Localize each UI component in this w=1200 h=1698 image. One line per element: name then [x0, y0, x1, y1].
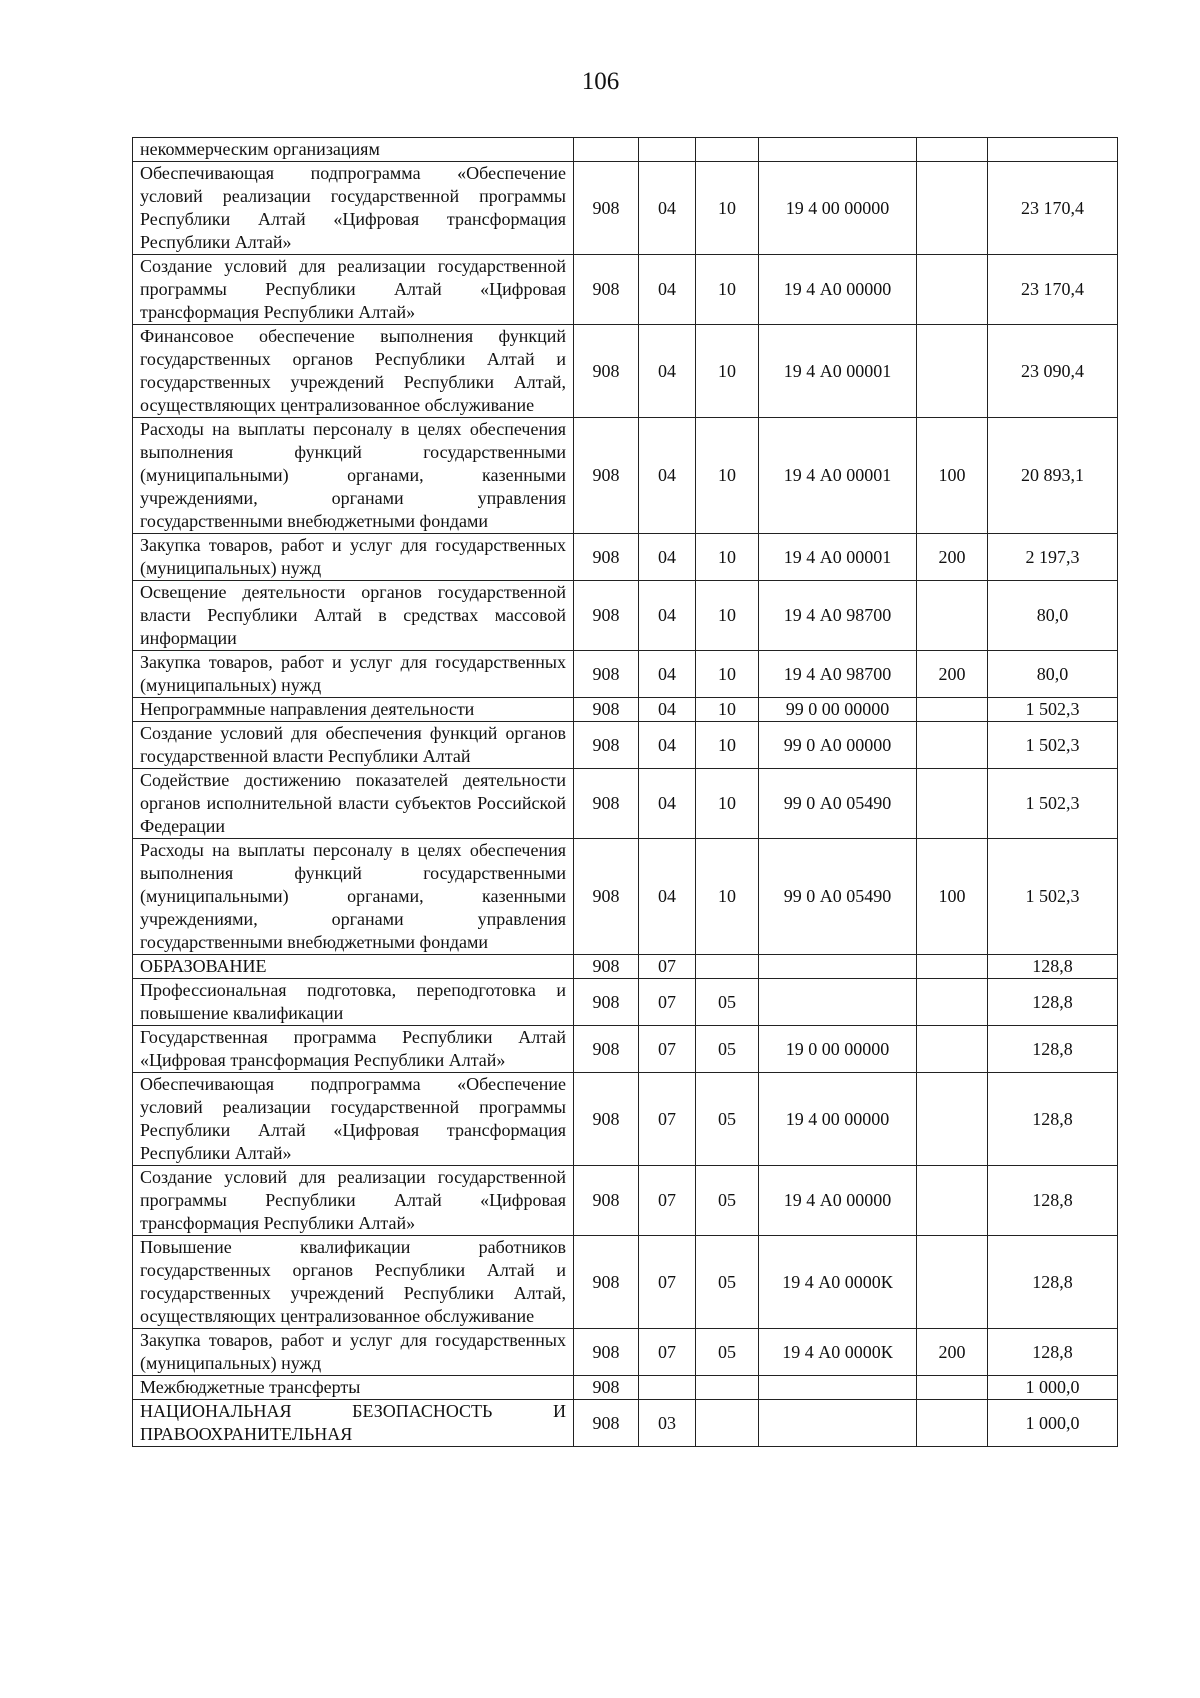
- row-expense-type: [917, 1026, 988, 1073]
- table-row: [133, 839, 1118, 955]
- row-name: Повышение квалификации работников государственных органов Республики Алтай и государственных учреждений Республики Алтай, осуществляющих централизованное обслуживание: [133, 1236, 574, 1329]
- row-subsection: 10: [696, 698, 759, 722]
- row-amount: 80,0: [988, 581, 1118, 651]
- row-grbs: 908: [574, 698, 639, 722]
- row-expense-type: 200: [917, 534, 988, 581]
- row-subsection: 10: [696, 418, 759, 534]
- row-subsection: [696, 1376, 759, 1400]
- table-row: [133, 698, 1118, 722]
- row-expense-type: [917, 722, 988, 769]
- row-expense-type: 100: [917, 839, 988, 955]
- row-expense-type: [917, 1236, 988, 1329]
- row-section: 03: [639, 1400, 696, 1447]
- row-section: 04: [639, 839, 696, 955]
- row-section: 04: [639, 722, 696, 769]
- row-name: Обеспечивающая подпрограмма «Обеспечение условий реализации государственной программы Республики Алтай «Цифровая трансформация Республики Алтай»: [133, 162, 574, 255]
- table-row: [133, 534, 1118, 581]
- row-amount: 1 502,3: [988, 769, 1118, 839]
- table-row: [133, 325, 1118, 418]
- row-name: НАЦИОНАЛЬНАЯ БЕЗОПАСНОСТЬ И ПРАВООХРАНИТЕЛЬНАЯ: [133, 1400, 574, 1447]
- table-body: [133, 138, 1118, 1447]
- row-section: 07: [639, 955, 696, 979]
- row-grbs: 908: [574, 651, 639, 698]
- row-expense-type: [917, 1166, 988, 1236]
- budget-table: [132, 137, 1118, 1447]
- row-name: некоммерческим организациям: [133, 138, 574, 162]
- row-target-article: [759, 138, 917, 162]
- row-section: 07: [639, 1236, 696, 1329]
- row-grbs: 908: [574, 325, 639, 418]
- row-section: [639, 1376, 696, 1400]
- row-amount: 1 502,3: [988, 698, 1118, 722]
- row-expense-type: [917, 138, 988, 162]
- row-amount: 2 197,3: [988, 534, 1118, 581]
- row-grbs: 908: [574, 255, 639, 325]
- row-grbs: 908: [574, 1376, 639, 1400]
- row-expense-type: [917, 1376, 988, 1400]
- row-target-article: 19 4 А0 98700: [759, 581, 917, 651]
- row-section: 04: [639, 162, 696, 255]
- row-subsection: 05: [696, 1329, 759, 1376]
- row-grbs: 908: [574, 1236, 639, 1329]
- row-subsection: 10: [696, 722, 759, 769]
- row-target-article: [759, 979, 917, 1026]
- row-grbs: 908: [574, 1166, 639, 1236]
- row-target-article: [759, 1376, 917, 1400]
- row-amount: 20 893,1: [988, 418, 1118, 534]
- row-amount: 128,8: [988, 979, 1118, 1026]
- row-subsection: [696, 138, 759, 162]
- row-amount: 1 502,3: [988, 722, 1118, 769]
- row-amount: 128,8: [988, 955, 1118, 979]
- table-row: [133, 418, 1118, 534]
- row-section: 04: [639, 534, 696, 581]
- row-subsection: 05: [696, 1166, 759, 1236]
- row-subsection: 10: [696, 581, 759, 651]
- row-section: 04: [639, 418, 696, 534]
- table-row: [133, 1073, 1118, 1166]
- row-subsection: 05: [696, 1026, 759, 1073]
- row-target-article: 19 4 00 00000: [759, 1073, 917, 1166]
- row-amount: 23 170,4: [988, 255, 1118, 325]
- row-amount: 23 170,4: [988, 162, 1118, 255]
- table-row: [133, 1400, 1118, 1447]
- row-target-article: 19 4 А0 00001: [759, 418, 917, 534]
- table-row: [133, 979, 1118, 1026]
- row-expense-type: [917, 1400, 988, 1447]
- row-name: Освещение деятельности органов государственной власти Республики Алтай в средствах массовой информации: [133, 581, 574, 651]
- row-expense-type: [917, 325, 988, 418]
- table-row: [133, 581, 1118, 651]
- table-row: [133, 1376, 1118, 1400]
- row-section: 04: [639, 651, 696, 698]
- row-target-article: 19 4 00 00000: [759, 162, 917, 255]
- table-row: [133, 1236, 1118, 1329]
- row-section: 04: [639, 325, 696, 418]
- table-row: [133, 651, 1118, 698]
- row-target-article: [759, 1400, 917, 1447]
- row-subsection: 10: [696, 839, 759, 955]
- row-grbs: [574, 138, 639, 162]
- row-name: Межбюджетные трансферты: [133, 1376, 574, 1400]
- row-amount: 128,8: [988, 1026, 1118, 1073]
- row-grbs: 908: [574, 722, 639, 769]
- row-grbs: 908: [574, 1026, 639, 1073]
- row-subsection: 10: [696, 325, 759, 418]
- row-subsection: 05: [696, 979, 759, 1026]
- row-name: Создание условий для обеспечения функций органов государственной власти Республики Алтай: [133, 722, 574, 769]
- row-grbs: 908: [574, 839, 639, 955]
- row-section: 04: [639, 581, 696, 651]
- row-section: 07: [639, 1166, 696, 1236]
- row-grbs: 908: [574, 1400, 639, 1447]
- row-subsection: [696, 955, 759, 979]
- row-name: Содействие достижению показателей деятельности органов исполнительной власти субъектов Российской Федерации: [133, 769, 574, 839]
- row-name: ОБРАЗОВАНИЕ: [133, 955, 574, 979]
- row-expense-type: [917, 955, 988, 979]
- row-amount: [988, 138, 1118, 162]
- page-number: 106: [581, 68, 620, 95]
- row-target-article: 19 4 А0 00000: [759, 1166, 917, 1236]
- row-name: Расходы на выплаты персоналу в целях обеспечения выполнения функций государственными (муниципальными) органами, казенными учреждениями, органами управления государственными внебюджетными фондами: [133, 839, 574, 955]
- row-target-article: [759, 955, 917, 979]
- row-grbs: 908: [574, 1073, 639, 1166]
- row-expense-type: 100: [917, 418, 988, 534]
- row-amount: 1 502,3: [988, 839, 1118, 955]
- row-target-article: 19 4 А0 00001: [759, 534, 917, 581]
- table-row: [133, 255, 1118, 325]
- row-name: Расходы на выплаты персоналу в целях обеспечения выполнения функций государственными (муниципальными) органами, казенными учреждениями, органами управления государственными внебюджетными фондами: [133, 418, 574, 534]
- row-target-article: 19 4 А0 0000К: [759, 1236, 917, 1329]
- row-expense-type: 200: [917, 1329, 988, 1376]
- row-target-article: 99 0 А0 05490: [759, 769, 917, 839]
- row-expense-type: [917, 698, 988, 722]
- row-name: Закупка товаров, работ и услуг для государственных (муниципальных) нужд: [133, 534, 574, 581]
- row-grbs: 908: [574, 955, 639, 979]
- table-row: [133, 722, 1118, 769]
- row-expense-type: [917, 581, 988, 651]
- row-target-article: 19 0 00 00000: [759, 1026, 917, 1073]
- row-subsection: 10: [696, 162, 759, 255]
- row-amount: 128,8: [988, 1329, 1118, 1376]
- row-target-article: 19 4 А0 00000: [759, 255, 917, 325]
- row-section: 04: [639, 698, 696, 722]
- row-subsection: 10: [696, 255, 759, 325]
- row-grbs: 908: [574, 769, 639, 839]
- row-grbs: 908: [574, 534, 639, 581]
- row-section: [639, 138, 696, 162]
- row-name: Закупка товаров, работ и услуг для государственных (муниципальных) нужд: [133, 651, 574, 698]
- row-grbs: 908: [574, 581, 639, 651]
- row-grbs: 908: [574, 979, 639, 1026]
- row-section: 04: [639, 769, 696, 839]
- row-target-article: 99 0 А0 00000: [759, 722, 917, 769]
- row-section: 04: [639, 255, 696, 325]
- row-name: Закупка товаров, работ и услуг для государственных (муниципальных) нужд: [133, 1329, 574, 1376]
- row-amount: 128,8: [988, 1073, 1118, 1166]
- row-section: 07: [639, 1026, 696, 1073]
- row-section: 07: [639, 1329, 696, 1376]
- row-expense-type: [917, 769, 988, 839]
- row-subsection: 10: [696, 651, 759, 698]
- row-target-article: 19 4 А0 00001: [759, 325, 917, 418]
- row-subsection: 10: [696, 769, 759, 839]
- row-section: 07: [639, 979, 696, 1026]
- row-amount: 128,8: [988, 1236, 1118, 1329]
- table-row: [133, 1329, 1118, 1376]
- row-name: Обеспечивающая подпрограмма «Обеспечение условий реализации государственной программы Республики Алтай «Цифровая трансформация Республики Алтай»: [133, 1073, 574, 1166]
- table-row: [133, 162, 1118, 255]
- row-amount: 23 090,4: [988, 325, 1118, 418]
- row-subsection: 05: [696, 1236, 759, 1329]
- row-amount: 1 000,0: [988, 1376, 1118, 1400]
- table-row: [133, 769, 1118, 839]
- row-target-article: 19 4 А0 98700: [759, 651, 917, 698]
- row-name: Государственная программа Республики Алтай «Цифровая трансформация Республики Алтай»: [133, 1026, 574, 1073]
- row-subsection: 05: [696, 1073, 759, 1166]
- row-name: Профессиональная подготовка, переподготовка и повышение квалификации: [133, 979, 574, 1026]
- row-expense-type: [917, 979, 988, 1026]
- row-grbs: 908: [574, 1329, 639, 1376]
- row-subsection: [696, 1400, 759, 1447]
- row-amount: 1 000,0: [988, 1400, 1118, 1447]
- row-name: Финансовое обеспечение выполнения функций государственных органов Республики Алтай и государственных учреждений Республики Алтай, осуществляющих централизованное обслуживание: [133, 325, 574, 418]
- row-amount: 80,0: [988, 651, 1118, 698]
- table-row: [133, 138, 1118, 162]
- table-row: [133, 955, 1118, 979]
- table-row: [133, 1166, 1118, 1236]
- row-section: 07: [639, 1073, 696, 1166]
- row-expense-type: [917, 1073, 988, 1166]
- row-name: Непрограммные направления деятельности: [133, 698, 574, 722]
- row-target-article: 99 0 А0 05490: [759, 839, 917, 955]
- row-target-article: 99 0 00 00000: [759, 698, 917, 722]
- table-row: [133, 1026, 1118, 1073]
- row-name: Создание условий для реализации государственной программы Республики Алтай «Цифровая трансформация Республики Алтай»: [133, 255, 574, 325]
- row-grbs: 908: [574, 418, 639, 534]
- row-target-article: 19 4 А0 0000К: [759, 1329, 917, 1376]
- row-expense-type: [917, 255, 988, 325]
- row-expense-type: 200: [917, 651, 988, 698]
- row-subsection: 10: [696, 534, 759, 581]
- row-expense-type: [917, 162, 988, 255]
- row-grbs: 908: [574, 162, 639, 255]
- row-name: Создание условий для реализации государственной программы Республики Алтай «Цифровая трансформация Республики Алтай»: [133, 1166, 574, 1236]
- row-amount: 128,8: [988, 1166, 1118, 1236]
